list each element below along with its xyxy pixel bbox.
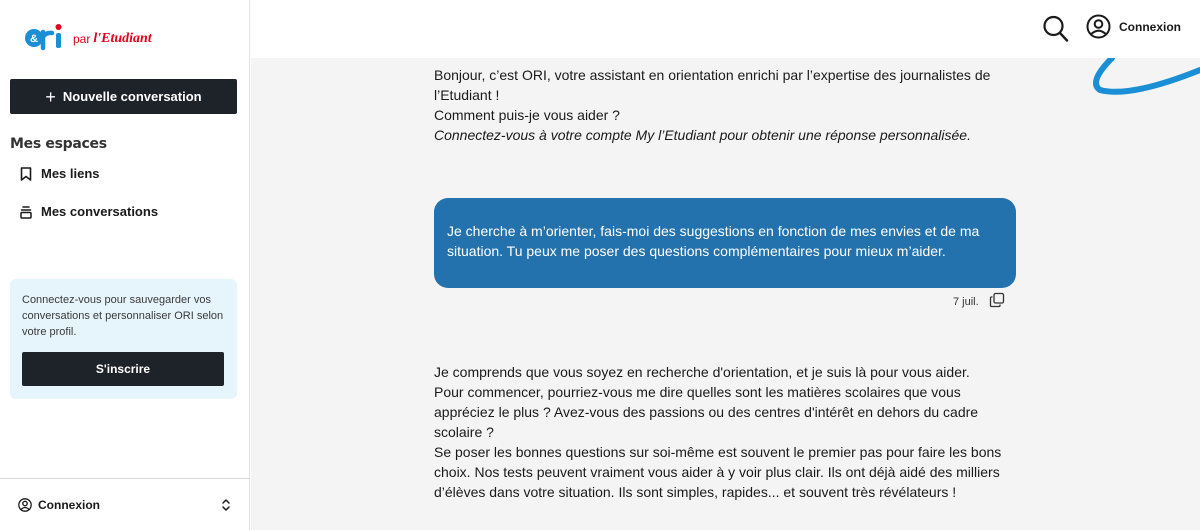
user-message-text: Je cherche à m’orienter, fais-moi des suggestions en fonction de mes envies et de ma situation. Tu peux me poser des questions complémentaires pour mieux m’aider.: [447, 223, 980, 259]
ori-logo-mark: [24, 22, 68, 52]
copy-button[interactable]: [989, 292, 1005, 311]
message-date: 7 juil.: [953, 295, 979, 308]
new-conversation-label: Nouvelle conversation: [62, 89, 202, 104]
sidebar-login-label-wrap: [18, 498, 220, 512]
sidebar-login-menu[interactable]: [0, 478, 250, 530]
user-circle-icon: [18, 498, 32, 512]
copy-icon: [989, 292, 1005, 308]
sidebar-login-label: Connexion: [38, 497, 100, 512]
assistant-reply-text: Je comprends que vous soyez en recherche d'orientation, et je suis là pour vous aider. Pour commencer, pourriez-vous me dire quelles sont les matières scolaires que vous appréciez le plus ? Avez-vous des passions ou des centres d'intérêt en dehors du cadre scolaire ?: [434, 364, 979, 440]
new-conversation-button[interactable]: [10, 79, 237, 114]
header-login-label: Connexion: [1119, 19, 1181, 34]
search-button[interactable]: [1042, 14, 1070, 44]
sidebar-item-label: Mes conversations: [41, 204, 159, 219]
spaces-title: Mes espaces: [10, 136, 107, 152]
stack-icon: [20, 205, 32, 219]
user-circle-icon: [1086, 14, 1111, 39]
assistant-message-reply: [434, 362, 994, 442]
sidebar: [0, 0, 250, 530]
conversation-area[interactable]: [251, 58, 1200, 530]
assistant-message-tests: [434, 442, 1004, 502]
plus-icon: +: [45, 86, 56, 107]
intro-line-2: Comment puis-je vous aider ?: [434, 107, 620, 123]
ori-logo-icon: [24, 22, 68, 52]
intro-line-3: Connectez-vous à votre compte My l’Etudiant pour obtenir une réponse personnalisée.: [434, 127, 971, 143]
ori-logo[interactable]: [24, 16, 152, 52]
top-bar: [251, 0, 1200, 58]
chevron-up-down-icon: [220, 498, 232, 512]
promo-text: Connectez-vous pour sauvegarder vos conversations et personnaliser ORI selon votre profil.: [22, 294, 224, 338]
user-message-meta: [953, 292, 1005, 311]
svg-text:&: &: [30, 33, 38, 45]
login-promo-card: [10, 279, 237, 399]
sidebar-item-mes-conversations[interactable]: [20, 204, 158, 219]
logo-letudiant-text: l'Etudiant: [93, 31, 152, 46]
assistant-tests-text: Se poser les bonnes questions sur soi-même est souvent le premier pas pour faire les bons choix. Nos tests peuvent vraiment vous aider à y voir plus clair. Ils ont déjà aidé des milliers d’élèves dans votre situation. Ils sont simples, rapides... et souvent très révélateurs !: [434, 444, 1002, 500]
search-icon: [1042, 14, 1070, 44]
decorative-swoosh-icon: [1070, 58, 1200, 100]
logo-par-text: par: [73, 32, 91, 46]
sidebar-item-label: Mes liens: [41, 166, 100, 181]
bookmark-icon: [20, 167, 32, 181]
intro-line-1: Bonjour, c’est ORI, votre assistant en orientation enrichi par l’expertise des journalistes de l’Etudiant !: [434, 67, 991, 103]
assistant-message-intro: [434, 65, 1004, 145]
signup-button[interactable]: S'inscrire: [22, 352, 224, 386]
sidebar-item-mes-liens[interactable]: [20, 166, 100, 181]
user-message-bubble: [434, 198, 1016, 288]
header-login-button[interactable]: [1086, 14, 1181, 39]
